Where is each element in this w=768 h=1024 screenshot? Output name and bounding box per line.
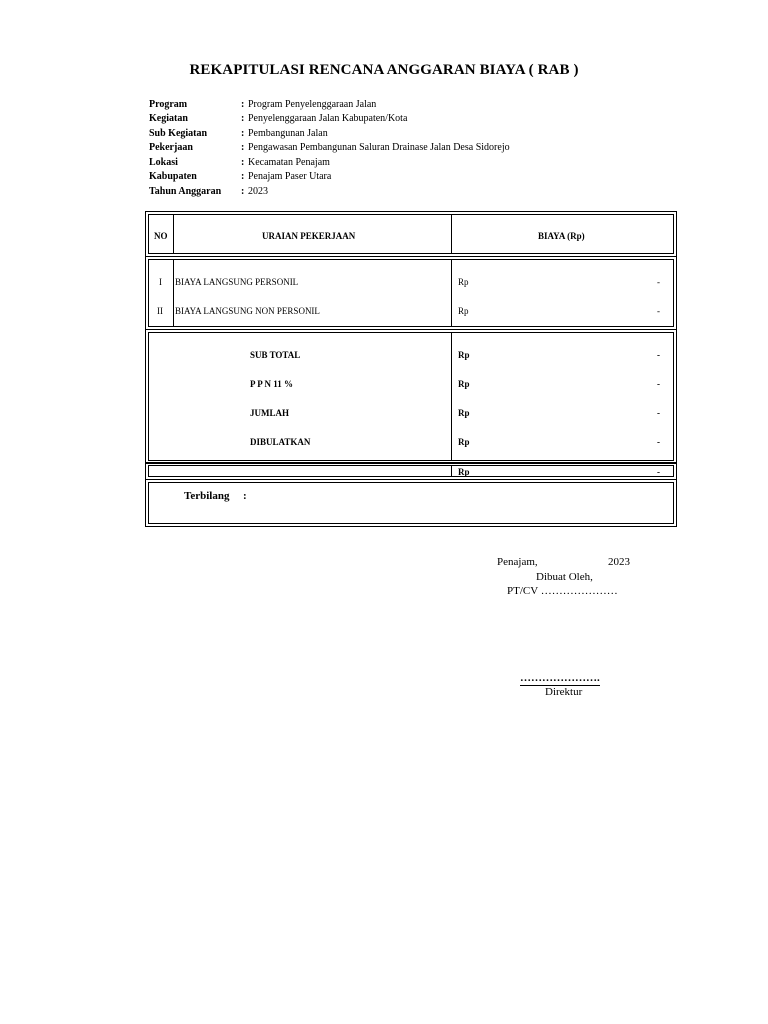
column-divider [451, 215, 452, 253]
info-row-kegiatan [149, 112, 510, 127]
table-terbilang [145, 479, 677, 527]
summary-amount: - [657, 437, 660, 447]
page-title: REKAPITULASI RENCANA ANGGARAN BIAYA ( RAB ) [189, 62, 579, 78]
column-divider [173, 215, 174, 253]
column-divider [173, 260, 174, 326]
signature-year: 2023 [608, 556, 630, 568]
info-colon: : [241, 156, 245, 168]
header-biaya: BIAYA (Rp) [538, 231, 585, 241]
summary-amount: - [657, 350, 660, 360]
summary-currency: Rp [458, 350, 470, 360]
info-label: Tahun Anggaran [149, 185, 222, 197]
rounded-amount: - [657, 467, 660, 477]
info-row-kabupaten [149, 170, 510, 185]
info-value: Pembangunan Jalan [248, 127, 328, 139]
signature-dots: …………………. [520, 672, 600, 684]
summary-currency: Rp [458, 379, 470, 389]
summary-currency: Rp [458, 437, 470, 447]
signature-made-by: Dibuat Oleh, [536, 571, 593, 583]
table-rounded-inner-border [148, 465, 674, 477]
column-divider [451, 333, 452, 460]
table-header-inner-border [148, 214, 674, 254]
terbilang-label: Terbilang [184, 490, 230, 502]
signature-company: PT/CV ………………… [507, 585, 618, 597]
info-colon: : [241, 98, 245, 110]
info-value: 2023 [248, 185, 268, 197]
item-no: II [157, 306, 163, 316]
summary-amount: - [657, 379, 660, 389]
info-value: Kecamatan Penajam [248, 156, 330, 168]
info-value: Penyelenggaraan Jalan Kabupaten/Kota [248, 113, 408, 125]
item-currency: Rp [458, 306, 469, 316]
summary-currency: Rp [458, 408, 470, 418]
info-label: Kegiatan [149, 113, 188, 125]
summary-amount: - [657, 408, 660, 418]
info-label: Lokasi [149, 156, 178, 168]
info-colon: : [241, 171, 245, 183]
table-terbilang-inner-border [148, 482, 674, 524]
summary-label: DIBULATKAN [250, 437, 311, 447]
item-currency: Rp [458, 277, 469, 287]
info-row-lokasi [149, 155, 510, 170]
info-label: Kabupaten [149, 171, 197, 183]
info-label: Pekerjaan [149, 142, 193, 154]
summary-label: SUB TOTAL [250, 350, 301, 360]
info-value: Penajam Paser Utara [248, 171, 332, 183]
item-amount: - [657, 306, 660, 316]
table-items-inner-border [148, 259, 674, 327]
summary-label: P P N 11 % [250, 379, 294, 389]
summary-label: JUMLAH [250, 408, 289, 418]
info-label: Sub Kegiatan [149, 127, 208, 139]
item-no: I [159, 277, 162, 287]
table-summary [145, 329, 677, 464]
info-colon: : [241, 127, 245, 139]
info-colon: : [241, 185, 245, 197]
header-no: NO [154, 231, 168, 241]
info-colon: : [241, 142, 245, 154]
table-rounded-row [145, 462, 677, 480]
header-uraian: URAIAN PEKERJAAN [262, 231, 356, 241]
item-uraian: BIAYA LANGSUNG NON PERSONIL [175, 306, 320, 316]
info-row-sub-kegiatan [149, 126, 510, 141]
signature-place: Penajam, [497, 556, 538, 568]
info-row-tahun-anggaran [149, 184, 510, 199]
column-divider [451, 466, 452, 476]
project-info [149, 97, 510, 199]
table-header [145, 211, 677, 257]
rounded-currency: Rp [458, 467, 470, 477]
signature-role: Direktur [545, 686, 583, 698]
terbilang-colon: : [243, 490, 247, 502]
item-amount: - [657, 277, 660, 287]
info-row-program [149, 97, 510, 112]
table-summary-inner-border [148, 332, 674, 461]
info-row-pekerjaan [149, 141, 510, 156]
info-label: Program [149, 98, 188, 110]
column-divider [451, 260, 452, 326]
info-value: Program Penyelenggaraan Jalan [248, 98, 377, 110]
info-value: Pengawasan Pembangunan Saluran Drainase Jalan Desa Sidorejo [248, 142, 510, 154]
info-colon: : [241, 113, 245, 125]
table-items [145, 256, 677, 330]
item-uraian: BIAYA LANGSUNG PERSONIL [175, 277, 299, 287]
